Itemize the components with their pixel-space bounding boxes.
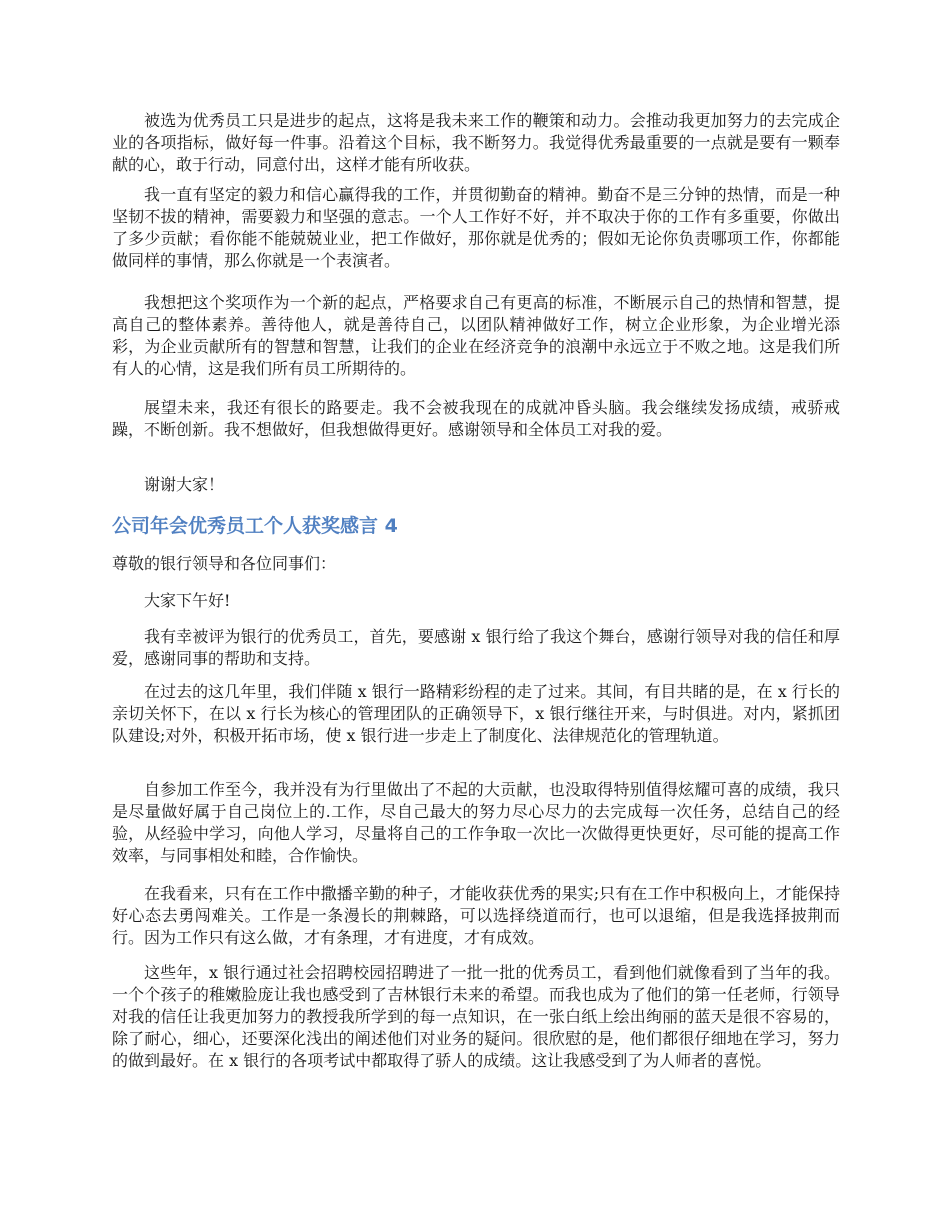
closing-line: 谢谢大家！ [144,475,225,494]
paragraph: 在我看来，只有在工作中撒播辛勤的种子，才能收获优秀的果实;只有在工作中积极向上，才能保持好心态去勇闯难关。工作是一条漫长的荆棘路，可以选择绕道而行，也可以退缩，但是我选择披荆而行。因为工作只有这么做，才有条理，才有进度，才有成效。 [112,884,840,947]
paragraph: 我有幸被评为银行的优秀员工，首先，要感谢 x 银行给了我这个舞台，感谢行领导对我的信任和厚爱，感谢同事的帮助和支持。 [112,627,840,668]
paragraph: 展望未来，我还有很长的路要走。我不会被我现在的成就冲昏头脑。我会继续发扬成绩，戒骄戒躁，不断创新。我不想做好，但我想做得更好。感谢领导和全体员工对我的爱。 [112,398,840,439]
paragraph: 自参加工作至今，我并没有为行里做出了不起的大贡献，也没取得特别值得炫耀可喜的成绩，我只是尽量做好属于自己岗位上的.工作，尽自己最大的努力尽心尽力的去完成每一次任务，总结自己的经验，从经验中学习，向他人学习，尽量将自己的工作争取一次比一次做得更快更好，尽可能的提高工作效率，与同事相处和睦，合作愉快。 [112,780,840,865]
paragraph: 我一直有坚定的毅力和信心赢得我的工作，并贯彻勤奋的精神。勤奋不是三分钟的热情，而是一种坚韧不拔的精神，需要毅力和坚强的意志。一个人工作好不好，并不取决于你的工作有多重要，你做出了多少贡献；看你能不能兢兢业业，把工作做好，那你就是优秀的；假如无论你负责哪项工作，你都能做同样的事情，那么你就是一个表演者。 [112,185,840,270]
section-heading: 公司年会优秀员工个人获奖感言 4 [112,515,398,537]
salutation: 尊敬的银行领导和各位同事们： [112,554,337,573]
greeting: 大家下午好! [144,591,231,610]
paragraph: 这些年，x 银行通过社会招聘校园招聘进了一批一批的优秀员工，看到他们就像看到了当年的我。一个个孩子的稚嫩脸庞让我也感受到了吉林银行未来的希望。而我也成为了他们的第一任老师，行领导对我的信任让我更加努力的教授我所学到的每一点知识，在一张白纸上绘出绚丽的蓝天是很不容易的，除了耐心，细心，还要深化浅出的阐述他们对业务的疑问。很欣慰的是，他们都很仔细地在学习，努力的做到最好。在 x 银行的各项考试中都取得了骄人的成绩。这让我感受到了为人师者的喜悦。 [112,963,840,1070]
paragraph: 我想把这个奖项作为一个新的起点，严格要求自己有更高的标准，不断展示自己的热情和智慧，提高自己的整体素养。善待他人，就是善待自己，以团队精神做好工作，树立企业形象，为企业增光添彩，为企业贡献所有的智慧和智慧，让我们的企业在经济竞争的浪潮中永远立于不败之地。这是我们所有人的心情，这是我们所有员工所期待的。 [112,293,840,378]
paragraph: 在过去的这几年里，我们伴随 x 银行一路精彩纷程的走了过来。其间，有目共睹的是，在 x 行长的亲切关怀下，在以 x 行长为核心的管理团队的正确领导下，x 银行继往开来，与时俱进。对内，紧抓团队建设;对外，积极开拓市场，使 x 银行进一步走上了制度化、法律规范化的管理轨道。 [112,682,840,745]
paragraph: 被选为优秀员工只是进步的起点，这将是我未来工作的鞭策和动力。会推动我更加努力的去完成企业的各项指标，做好每一件事。沿着这个目标，我不断努力。我觉得优秀最重要的一点就是要有一颗奉献的心，敢于行动，同意付出，这样才能有所收获。 [112,111,840,174]
